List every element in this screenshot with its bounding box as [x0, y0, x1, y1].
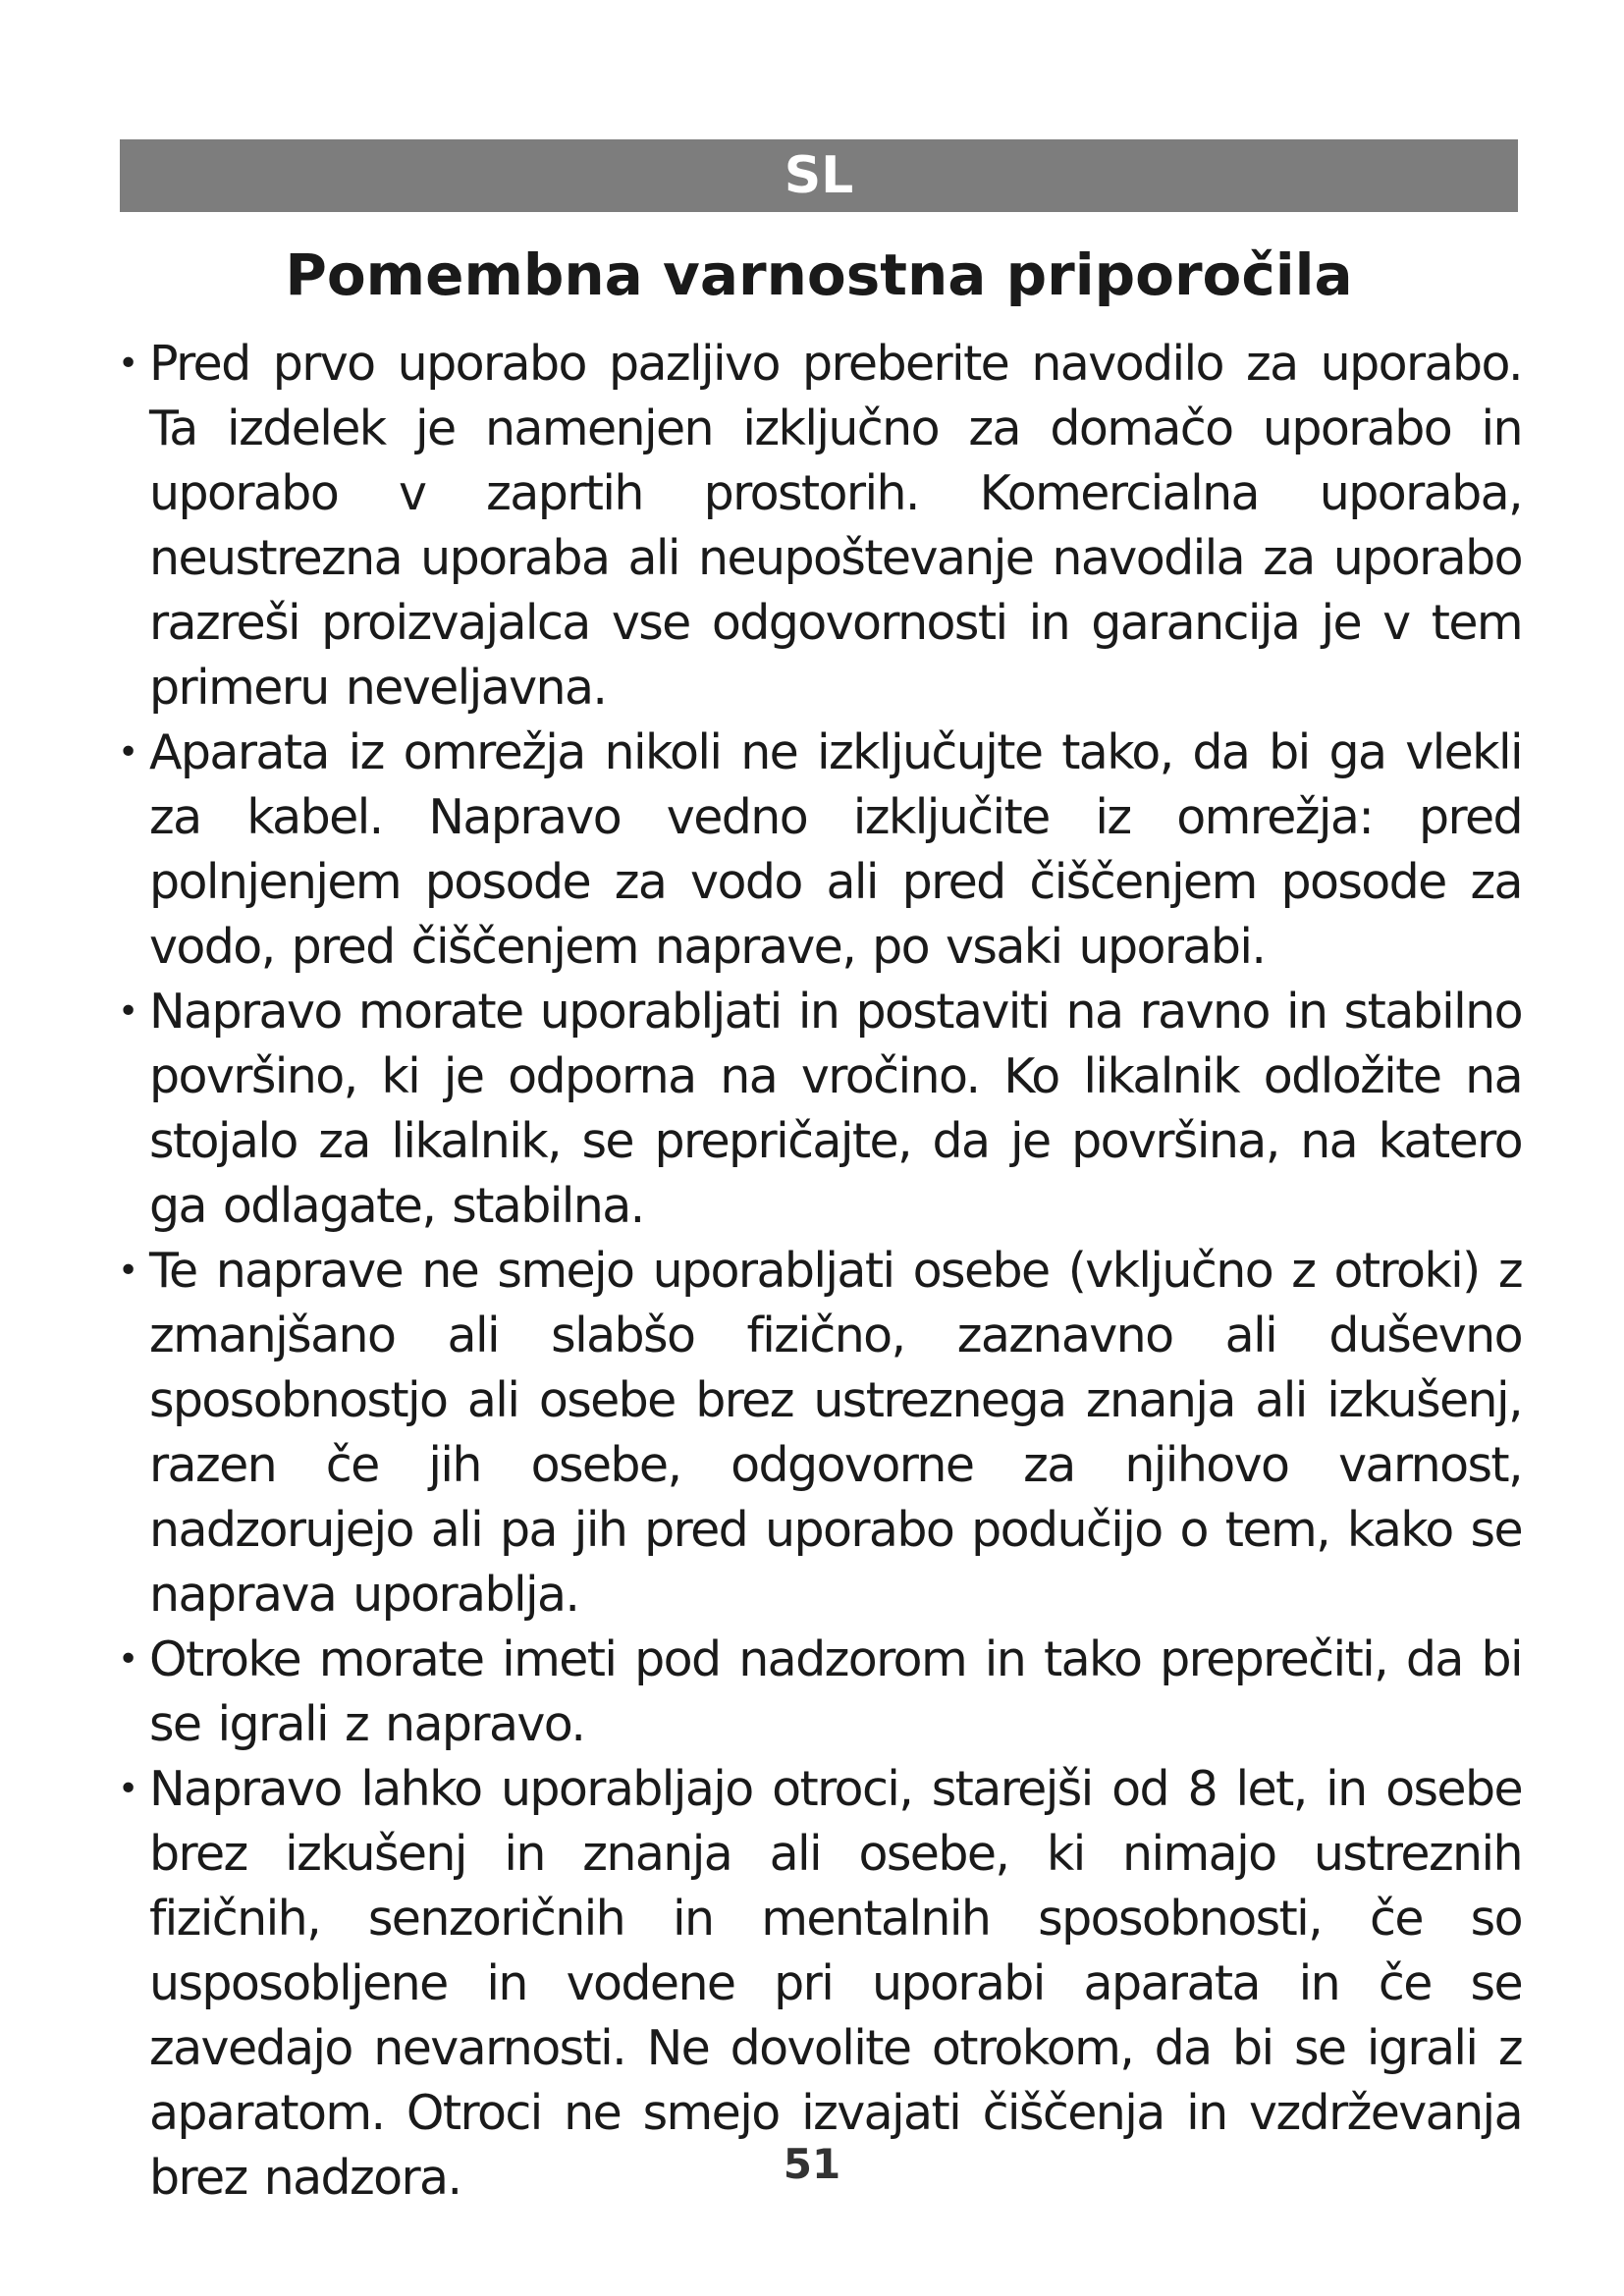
bullet-icon: •	[118, 732, 137, 773]
safety-instructions-list	[118, 332, 1522, 2211]
list-item-text: Napravo morate uporabljati in postaviti na ravno in stabilno površino, ki je odporna na vročino. Ko likalnik odložite na stojalo za likalnik, se prepričajte, da je površina, na katero ga odlagate, stabilna.	[149, 984, 1522, 1234]
language-header-bar	[120, 139, 1518, 212]
page-number: 51	[783, 2140, 841, 2188]
bullet-icon: •	[118, 991, 137, 1032]
list-item-text: Pred prvo uporabo pazljivo preberite navodilo za uporabo. Ta izdelek je namenjen izključno za domačo uporabo in uporabo v zaprtih prostorih. Komercialna uporaba, neustrezna uporaba ali neupoštevanje navodila za uporabo razreši proizvajalca vse odgovornosti in garancija je v tem primeru neveljavna.	[149, 336, 1522, 716]
list-item	[118, 332, 1522, 721]
list-item-text: Aparata iz omrežja nikoli ne izključujte tako, da bi ga vlekli za kabel. Napravo vedno izključite iz omrežja: pred polnjenjem posode za vodo ali pred čiščenjem posode za vodo, pred čiščenjem naprave, po vsaki uporabi.	[149, 724, 1522, 975]
list-item-text: Napravo lahko uporabljajo otroci, starejši od 8 let, in osebe brez izkušenj in znanja ali osebe, ki nimajo ustreznih fizičnih, senzoričnih in mentalnih sposobnosti, če so usposobljene in vodene pri uporabi aparata in če se zavedajo nevarnosti. Ne dovolite otrokom, da bi se igrali z aparatom. Otroci ne smejo izvajati čiščenja in vzdrževanja brez nadzora.	[149, 1761, 1522, 2206]
bullet-icon: •	[118, 344, 137, 384]
bullet-icon: •	[118, 1769, 137, 1809]
bullet-icon: •	[118, 1639, 137, 1680]
list-item-text: Te naprave ne smejo uporabljati osebe (vključno z otroki) z zmanjšano ali slabšo fizično, zaznavno ali duševno sposobnostjo ali osebe brez ustreznega znanja ali izkušenj, razen če jih osebe, odgovorne za njihovo varnost, nadzorujejo ali pa jih pred uporabo podučijo o tem, kako se naprava uporablja.	[149, 1243, 1522, 1623]
list-item	[118, 1628, 1522, 1757]
list-item	[118, 721, 1522, 980]
list-item	[118, 1239, 1522, 1628]
bullet-icon: •	[118, 1251, 137, 1291]
list-item	[118, 980, 1522, 1239]
page-title: Pomembna varnostna priporočila	[285, 241, 1353, 308]
language-code: SL	[784, 146, 854, 205]
list-item-text: Otroke morate imeti pod nadzorom in tako preprečiti, da bi se igrali z napravo.	[149, 1631, 1522, 1752]
